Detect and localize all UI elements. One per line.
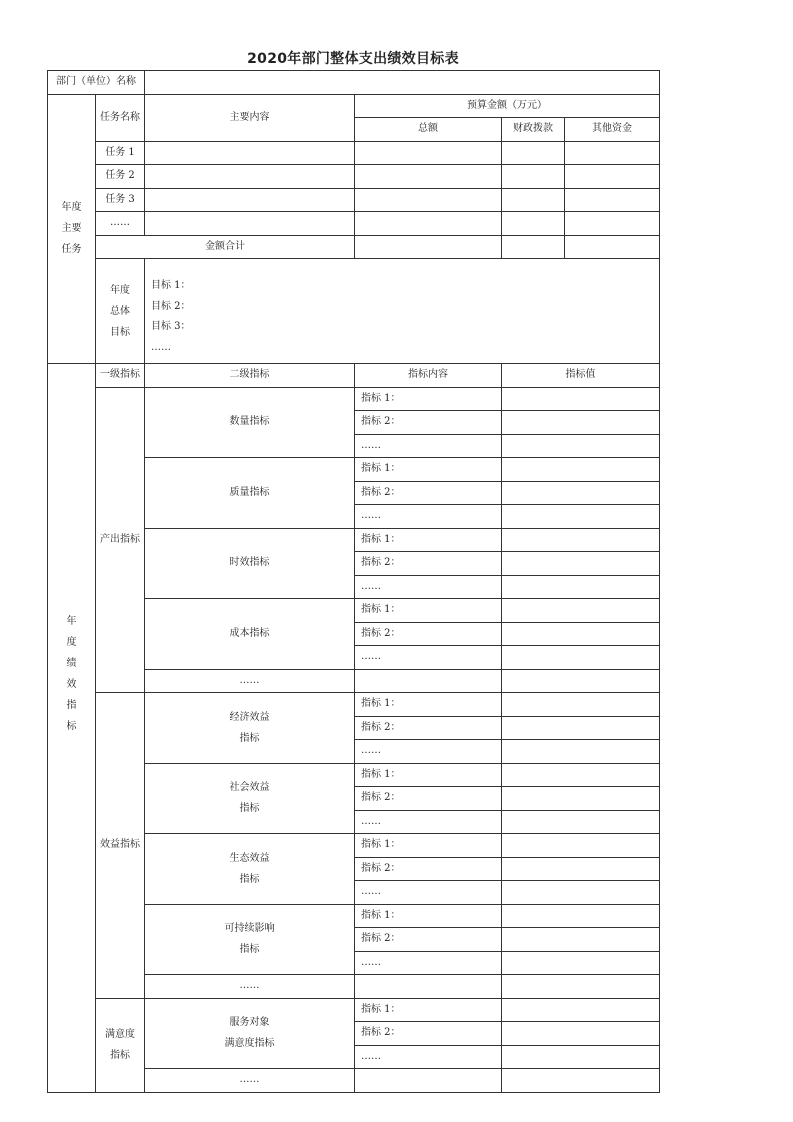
indicator-item: …… (355, 1045, 502, 1069)
indicator-item[interactable] (355, 1069, 502, 1093)
task-other-cell[interactable] (565, 165, 660, 189)
satisfaction-indicators-label: 满意度 指标 (96, 998, 145, 1092)
goal-item: 目标 1： (151, 280, 191, 291)
indicator-item: 指标 1： (355, 763, 502, 787)
indicator-item[interactable] (355, 669, 502, 693)
task-row (48, 188, 660, 212)
indicator-item: 指标 1： (355, 458, 502, 482)
indicator-item: …… (355, 740, 502, 764)
output-indicators-label: 产出指标 (96, 387, 145, 693)
indicator-row (48, 693, 660, 717)
task-total-cell[interactable] (355, 212, 502, 236)
cost-indicator-label: 成本指标 (145, 599, 355, 670)
task-row (48, 165, 660, 189)
dept-row (48, 71, 660, 95)
col-main-content: 主要内容 (145, 94, 355, 141)
task-total-cell[interactable] (355, 141, 502, 165)
more-level2-label: …… (145, 975, 355, 999)
indicator-item: …… (355, 505, 502, 529)
indicators-header-row (48, 364, 660, 388)
col-level2: 二级指标 (145, 364, 355, 388)
goals-content[interactable] (145, 259, 660, 364)
task-row (48, 212, 660, 236)
tasks-side-label: 年度 主要 任务 (48, 94, 96, 364)
tasks-header-row (48, 94, 660, 118)
dept-label: 部门（单位）名称 (48, 71, 145, 95)
indicator-value-cell[interactable] (502, 904, 660, 928)
indicator-item[interactable] (355, 975, 502, 999)
indicator-item: …… (355, 810, 502, 834)
indicator-item: …… (355, 646, 502, 670)
indicator-item: 指标 2： (355, 481, 502, 505)
goal-item: 目标 3： (151, 321, 191, 332)
col-task-name: 任务名称 (96, 94, 145, 141)
task-total-cell[interactable] (355, 188, 502, 212)
quality-indicator-label: 质量指标 (145, 458, 355, 529)
col-indicator-content: 指标内容 (355, 364, 502, 388)
service-satisfaction-label: 服务对象 满意度指标 (145, 998, 355, 1069)
indicator-item: …… (355, 434, 502, 458)
indicator-item: 指标 2： (355, 928, 502, 952)
indicator-value-cell[interactable] (502, 505, 660, 529)
benefit-indicators-label: 效益指标 (96, 693, 145, 999)
col-level1: 一级指标 (96, 364, 145, 388)
task-content-cell[interactable] (145, 165, 355, 189)
task-total-cell[interactable] (355, 165, 502, 189)
indicator-value-cell[interactable] (502, 834, 660, 858)
task-name: …… (96, 212, 145, 236)
indicator-item: 指标 1： (355, 904, 502, 928)
more-level2-label: …… (145, 1069, 355, 1093)
indicator-item: 指标 2： (355, 716, 502, 740)
indicator-value-cell[interactable] (502, 881, 660, 905)
task-fiscal-cell[interactable] (502, 141, 565, 165)
indicator-value-cell[interactable] (502, 810, 660, 834)
task-name: 任务 1 (96, 141, 145, 165)
indicator-item: 指标 2： (355, 411, 502, 435)
indicator-value-cell[interactable] (502, 528, 660, 552)
col-other-funds: 其他资金 (565, 118, 660, 142)
indicator-value-cell[interactable] (502, 1045, 660, 1069)
task-other-cell[interactable] (565, 141, 660, 165)
indicator-value-cell[interactable] (502, 763, 660, 787)
indicator-item: …… (355, 881, 502, 905)
sum-fiscal-cell[interactable] (502, 235, 565, 259)
task-content-cell[interactable] (145, 141, 355, 165)
indicator-item: 指标 2： (355, 552, 502, 576)
task-fiscal-cell[interactable] (502, 188, 565, 212)
indicator-value-cell[interactable] (502, 599, 660, 623)
goals-side-label: 年度 总体 目标 (96, 259, 145, 364)
indicator-item: 指标 1： (355, 387, 502, 411)
dept-name-cell[interactable] (145, 71, 660, 95)
economic-benefit-label: 经济效益 指标 (145, 693, 355, 764)
indicators-side-label: 年 度 绩 效 指 标 (48, 364, 96, 1093)
indicator-value-cell[interactable] (502, 481, 660, 505)
task-content-cell[interactable] (145, 212, 355, 236)
task-sum-row (48, 235, 660, 259)
col-fiscal: 财政拨款 (502, 118, 565, 142)
indicator-item: …… (355, 575, 502, 599)
indicator-value-cell[interactable] (502, 928, 660, 952)
col-budget: 预算金额（万元） (355, 94, 660, 118)
indicator-value-cell[interactable] (502, 857, 660, 881)
indicator-item: …… (355, 951, 502, 975)
indicator-row (48, 998, 660, 1022)
indicator-item: 指标 1： (355, 528, 502, 552)
sum-label: 金额合计 (96, 235, 355, 259)
indicator-item: 指标 2： (355, 787, 502, 811)
goals-row (48, 259, 660, 364)
ecological-benefit-label: 生态效益 指标 (145, 834, 355, 905)
sum-total-cell[interactable] (355, 235, 502, 259)
sustainable-impact-label: 可持续影响 指标 (145, 904, 355, 975)
indicator-value-cell[interactable] (502, 434, 660, 458)
indicator-item: 指标 1： (355, 693, 502, 717)
goal-item: …… (151, 341, 171, 353)
page-title: 2020年部门整体支出绩效目标表 (247, 51, 459, 67)
indicator-value-cell[interactable] (502, 951, 660, 975)
indicator-value-cell[interactable] (502, 998, 660, 1022)
indicator-value-cell[interactable] (502, 646, 660, 670)
indicator-value-cell[interactable] (502, 387, 660, 411)
task-other-cell[interactable] (565, 188, 660, 212)
indicator-value-cell[interactable] (502, 693, 660, 717)
performance-goal-table (47, 70, 660, 1093)
task-other-cell[interactable] (565, 212, 660, 236)
indicator-value-cell[interactable] (502, 1022, 660, 1046)
indicator-value-cell[interactable] (502, 575, 660, 599)
indicator-value-cell[interactable] (502, 740, 660, 764)
task-fiscal-cell[interactable] (502, 165, 565, 189)
indicator-item: 指标 1： (355, 998, 502, 1022)
sum-other-cell[interactable] (565, 235, 660, 259)
indicator-value-cell[interactable] (502, 716, 660, 740)
task-name: 任务 3 (96, 188, 145, 212)
indicator-item: 指标 2： (355, 1022, 502, 1046)
indicator-item: 指标 1： (355, 599, 502, 623)
quantity-indicator-label: 数量指标 (145, 387, 355, 458)
timeliness-indicator-label: 时效指标 (145, 528, 355, 599)
indicator-value-cell[interactable] (502, 458, 660, 482)
goal-item: 目标 2： (151, 300, 191, 312)
task-content-cell[interactable] (145, 188, 355, 212)
more-level2-label: …… (145, 669, 355, 693)
task-fiscal-cell[interactable] (502, 212, 565, 236)
col-total: 总额 (355, 118, 502, 142)
indicator-row (48, 387, 660, 411)
indicator-item: 指标 2： (355, 857, 502, 881)
indicator-value-cell[interactable] (502, 669, 660, 693)
indicator-value-cell[interactable] (502, 787, 660, 811)
col-indicator-value: 指标值 (502, 364, 660, 388)
indicator-item: 指标 2： (355, 622, 502, 646)
indicator-value-cell[interactable] (502, 622, 660, 646)
indicator-value-cell[interactable] (502, 975, 660, 999)
task-name: 任务 2 (96, 165, 145, 189)
indicator-value-cell[interactable] (502, 1069, 660, 1093)
task-row (48, 141, 660, 165)
social-benefit-label: 社会效益 指标 (145, 763, 355, 834)
indicator-value-cell[interactable] (502, 411, 660, 435)
indicator-item: 指标 1： (355, 834, 502, 858)
indicator-value-cell[interactable] (502, 552, 660, 576)
